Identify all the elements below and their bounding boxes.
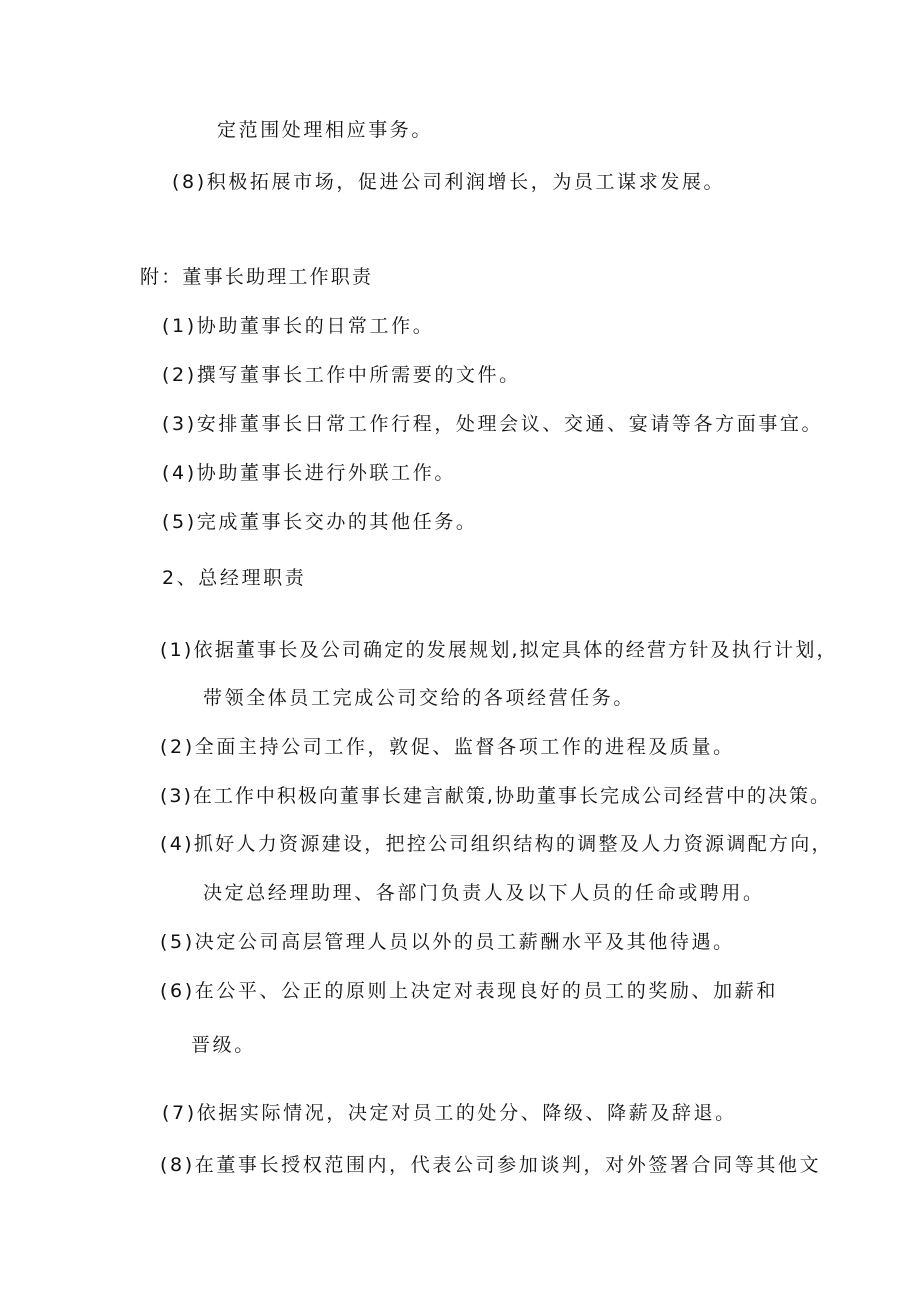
list-item: (8)在董事长授权范围内，代表公司参加谈判，对外签署合同等其他文 bbox=[160, 1154, 822, 1176]
list-item: (1)依据董事长及公司确定的发展规划,拟定具体的经营方针及执行计划， bbox=[160, 639, 838, 661]
list-item: (6)在公平、公正的原则上决定对表现良好的员工的奖励、加薪和 bbox=[160, 980, 778, 1002]
paragraph-line: 决定总经理助理、各部门负责人及以下人员的任命或聘用。 bbox=[203, 882, 765, 904]
list-item: (5)完成董事长交办的其他任务。 bbox=[162, 511, 478, 533]
list-item: (8)积极拓展市场，促进公司利润增长，为员工谋求发展。 bbox=[172, 171, 726, 193]
section-heading: 2、总经理职责 bbox=[162, 567, 307, 589]
list-item: (4)协助董事长进行外联工作。 bbox=[162, 462, 456, 484]
paragraph-line: 晋级。 bbox=[191, 1034, 256, 1056]
list-item: (7)依据实际情况，决定对员工的处分、降级、降薪及辞退。 bbox=[162, 1102, 737, 1124]
paragraph-line: 定范围处理相应事务。 bbox=[217, 119, 434, 141]
list-item: (2)全面主持公司工作，敦促、监督各项工作的进程及质量。 bbox=[160, 736, 735, 758]
list-item: (1)协助董事长的日常工作。 bbox=[162, 315, 435, 337]
list-item: (3)在工作中积极向董事长建言献策,协助董事长完成公司经营中的决策。 bbox=[160, 785, 831, 807]
list-item: (5)决定公司高层管理人员以外的员工薪酬水平及其他待遇。 bbox=[160, 931, 735, 953]
section-heading: 附：董事长助理工作职责 bbox=[140, 266, 374, 288]
list-item: (3)安排董事长日常工作行程，处理会议、交通、宴请等各方面事宜。 bbox=[162, 413, 824, 435]
list-item: (2)撰写董事长工作中所需要的文件。 bbox=[162, 364, 521, 386]
paragraph-line: 带领全体员工完成公司交给的各项经营任务。 bbox=[203, 687, 636, 709]
list-item: (4)抓好人力资源建设，把控公司组织结构的调整及人力资源调配方向， bbox=[160, 833, 833, 855]
